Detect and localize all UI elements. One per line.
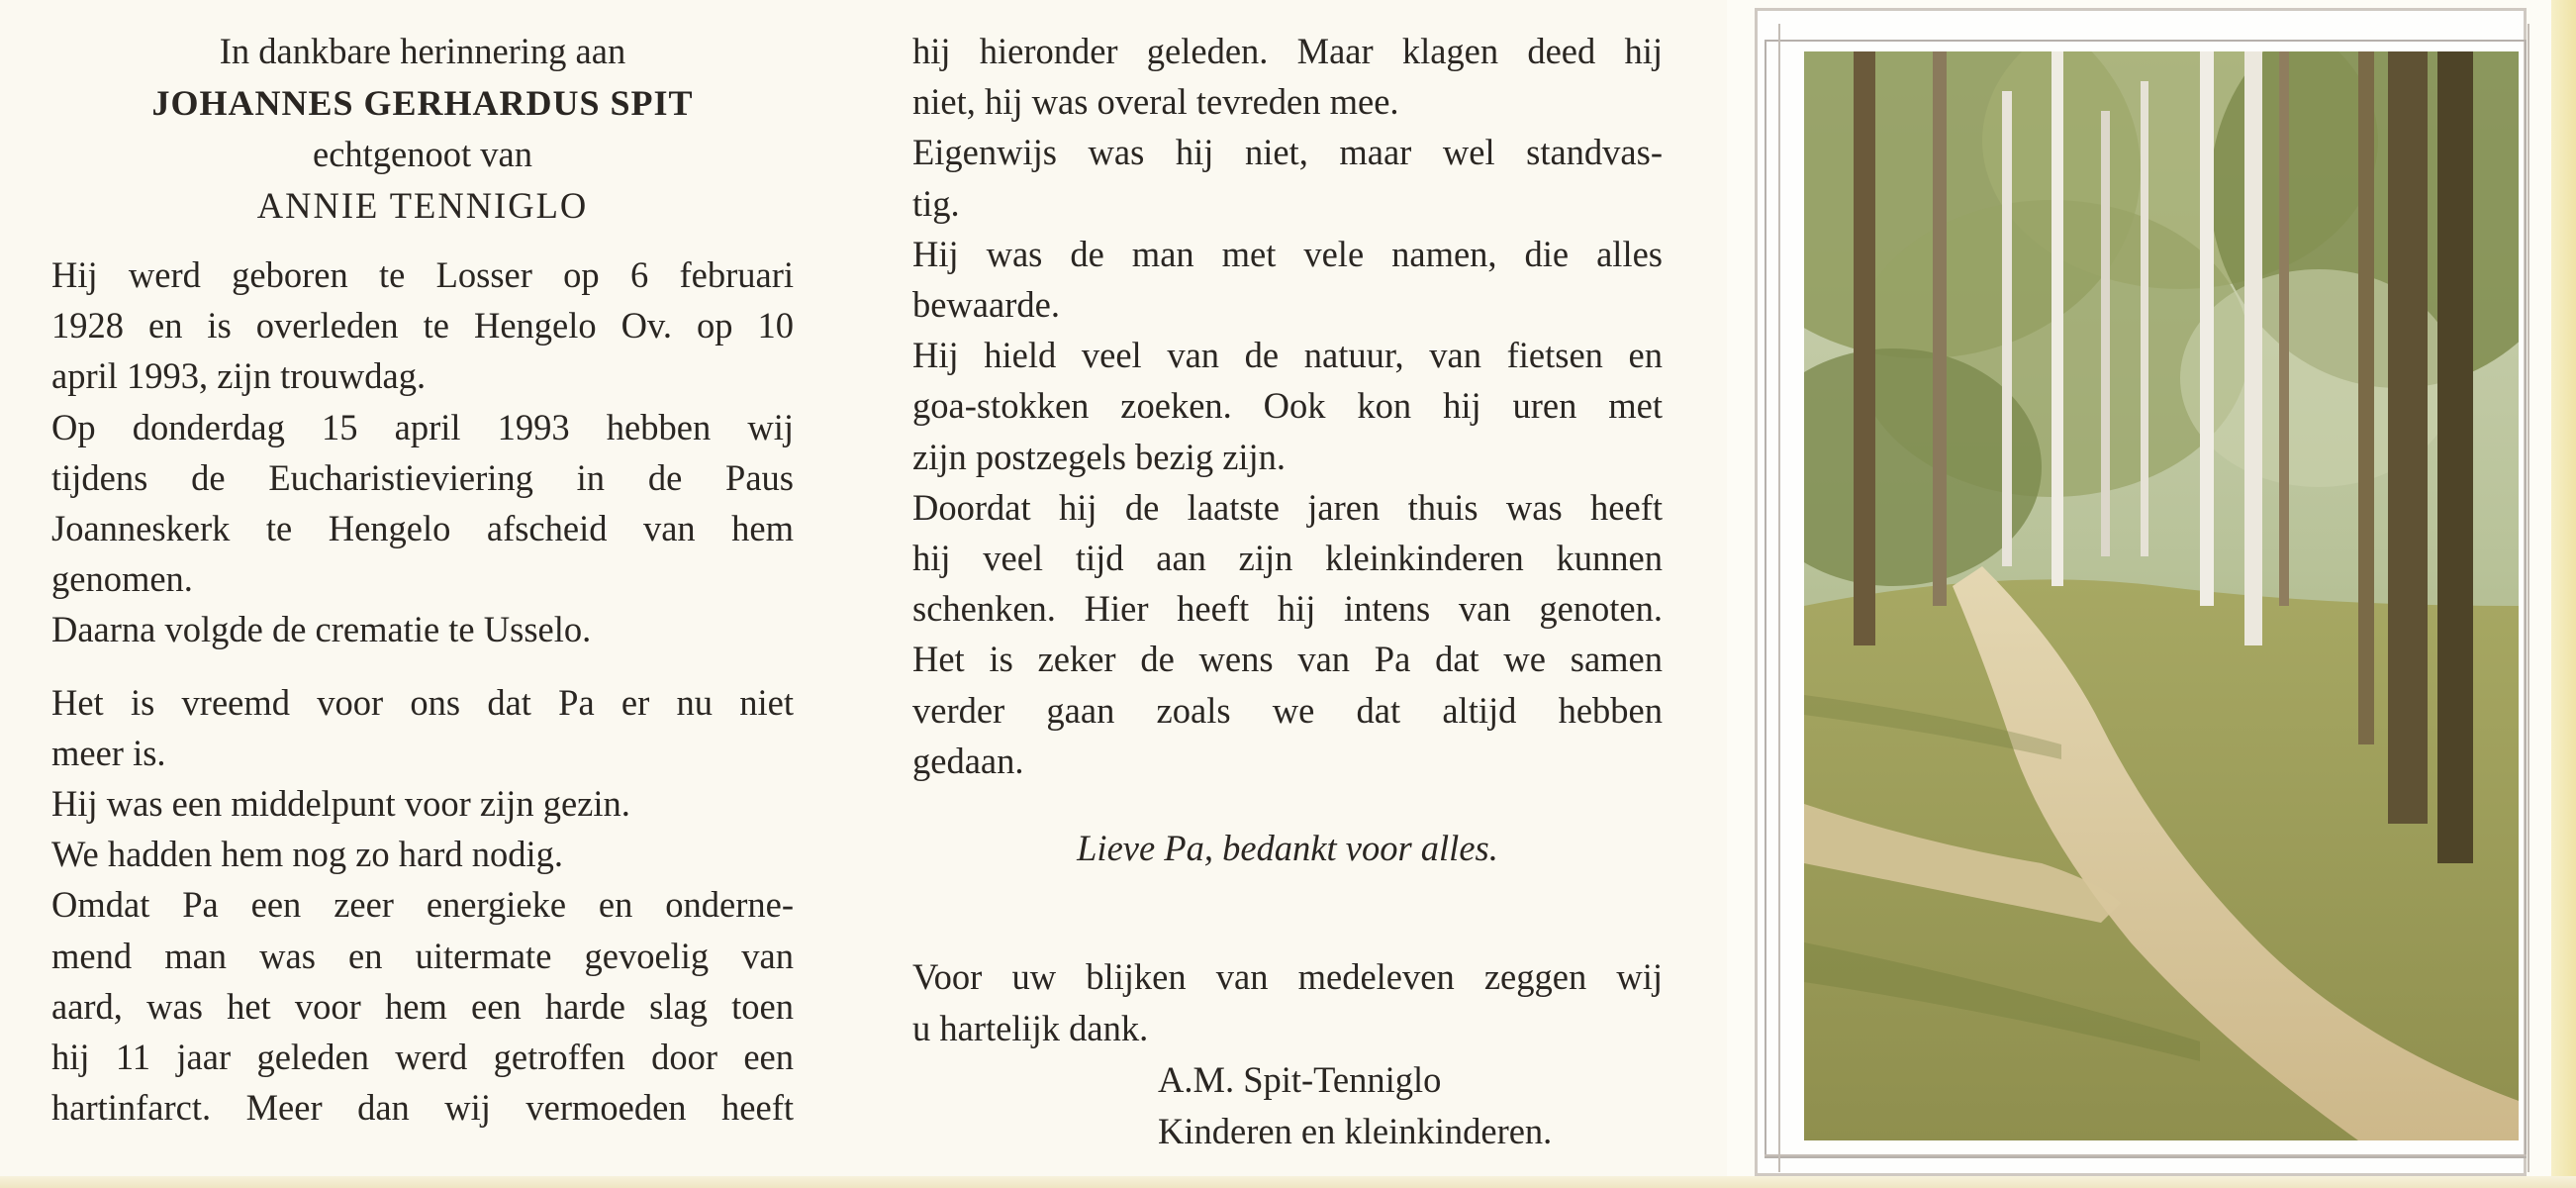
hobbies-paragraph bbox=[912, 330, 1663, 482]
frame-line bbox=[2528, 24, 2529, 1172]
text-line: Omdat Pa een zeer energieke en onderne- bbox=[51, 884, 794, 926]
text-line: tijdens de Eucharistieviering in de Paus bbox=[51, 456, 794, 498]
text-line: aard, was het voor hem een harde slag toen bbox=[51, 985, 794, 1027]
text-line: niet, hij was overal tevreden mee. bbox=[912, 81, 1399, 123]
text-line: 1928 en is overleden te Hengelo Ov. op 10 bbox=[51, 305, 794, 346]
text-line: Daarna volgde de crematie te Usselo. bbox=[51, 609, 592, 650]
text-line: schenken. Hier heeft hij intens van genoten. bbox=[912, 588, 1663, 630]
card-bottom-edge bbox=[0, 1176, 2576, 1188]
signature-block bbox=[1158, 1054, 1552, 1157]
header-dedication: In dankbare herinnering aan bbox=[219, 31, 626, 71]
text-line: Voor uw blijken van medeleven zeggen wij bbox=[912, 956, 1663, 997]
signature-family: Kinderen en kleinkinderen. bbox=[1158, 1111, 1553, 1151]
text-line: genomen. bbox=[51, 558, 193, 600]
text-line: Hij was de man met vele namen, die alles bbox=[912, 233, 1663, 274]
text-column-right bbox=[912, 26, 1663, 786]
character-paragraph bbox=[51, 879, 794, 1133]
header-spouse-intro: echtgenoot van bbox=[313, 134, 532, 174]
card-header bbox=[51, 26, 794, 232]
signature-name: A.M. Spit-Tenniglo bbox=[1158, 1059, 1442, 1100]
grandchildren-paragraph bbox=[912, 482, 1663, 635]
forest-path-photo bbox=[1804, 51, 2519, 1140]
closing-farewell: Lieve Pa, bedankt voor alles. bbox=[1077, 828, 1498, 868]
text-line: verder gaan zoals we dat altijd hebben bbox=[912, 689, 1663, 731]
forest-path-illustration bbox=[1804, 51, 2519, 1140]
text-line: Op donderdag 15 april 1993 hebben wij bbox=[51, 406, 794, 447]
deceased-name: JOHANNES GERHARDUS SPIT bbox=[151, 83, 694, 123]
text-line: zijn postzegels bezig zijn. bbox=[912, 436, 1287, 477]
missing-paragraph bbox=[51, 677, 794, 778]
steadfast-paragraph bbox=[912, 127, 1663, 228]
birth-death-paragraph bbox=[51, 249, 794, 402]
text-line: u hartelijk dank. bbox=[912, 1008, 1149, 1048]
text-line: Hij was een middelpunt voor zijn gezin. bbox=[51, 783, 630, 825]
center-paragraph bbox=[51, 778, 794, 829]
text-line: hij 11 jaar geleden werd getroffen door een bbox=[51, 1037, 794, 1078]
card-edge bbox=[2551, 0, 2576, 1188]
text-column-left bbox=[51, 249, 794, 1133]
text-line: We hadden hem nog zo hard nodig. bbox=[51, 834, 564, 875]
frame-line bbox=[1765, 1154, 2527, 1156]
wish-paragraph bbox=[912, 634, 1663, 786]
text-line: bewaarde. bbox=[912, 284, 1060, 326]
text-line: goa-stokken zoeken. Ook kon hij uren met bbox=[912, 385, 1663, 427]
cremation-paragraph bbox=[51, 604, 794, 654]
spouse-name: ANNIE TENNIGLO bbox=[256, 185, 589, 226]
text-line: meer is. bbox=[51, 732, 166, 773]
text-line: Joanneskerk te Hengelo afscheid van hem bbox=[51, 508, 794, 549]
text-line: Hij werd geboren te Losser op 6 februari bbox=[51, 254, 794, 295]
suffering-paragraph bbox=[912, 26, 1663, 127]
text-line: tig. bbox=[912, 182, 960, 224]
text-line: april 1993, zijn trouwdag. bbox=[51, 355, 427, 397]
text-line: Hij hield veel van de natuur, van fietsen en bbox=[912, 335, 1663, 376]
text-line: hij hieronder geleden. Maar klagen deed hij bbox=[912, 31, 1663, 71]
needed-paragraph bbox=[51, 829, 794, 879]
text-line: mend man was en uitermate gevoelig van bbox=[51, 935, 794, 976]
text-line: Eigenwijs was hij niet, maar wel standvas- bbox=[912, 132, 1663, 173]
text-line: Doordat hij de laatste jaren thuis was heeft bbox=[912, 486, 1663, 528]
text-line: Het is zeker de wens van Pa dat we samen bbox=[912, 639, 1663, 680]
text-line: gedaan. bbox=[912, 740, 1024, 781]
frame-line bbox=[1778, 24, 1780, 1172]
text-line: hij veel tijd aan zijn kleinkinderen kunnen bbox=[912, 538, 1663, 579]
thanks-paragraph bbox=[912, 951, 1663, 1054]
text-line: Het is vreemd voor ons dat Pa er nu niet bbox=[51, 681, 794, 723]
funeral-paragraph bbox=[51, 402, 794, 605]
text-line: hartinfarct. Meer dan wij vermoeden heeft bbox=[51, 1087, 794, 1129]
names-paragraph bbox=[912, 229, 1663, 330]
